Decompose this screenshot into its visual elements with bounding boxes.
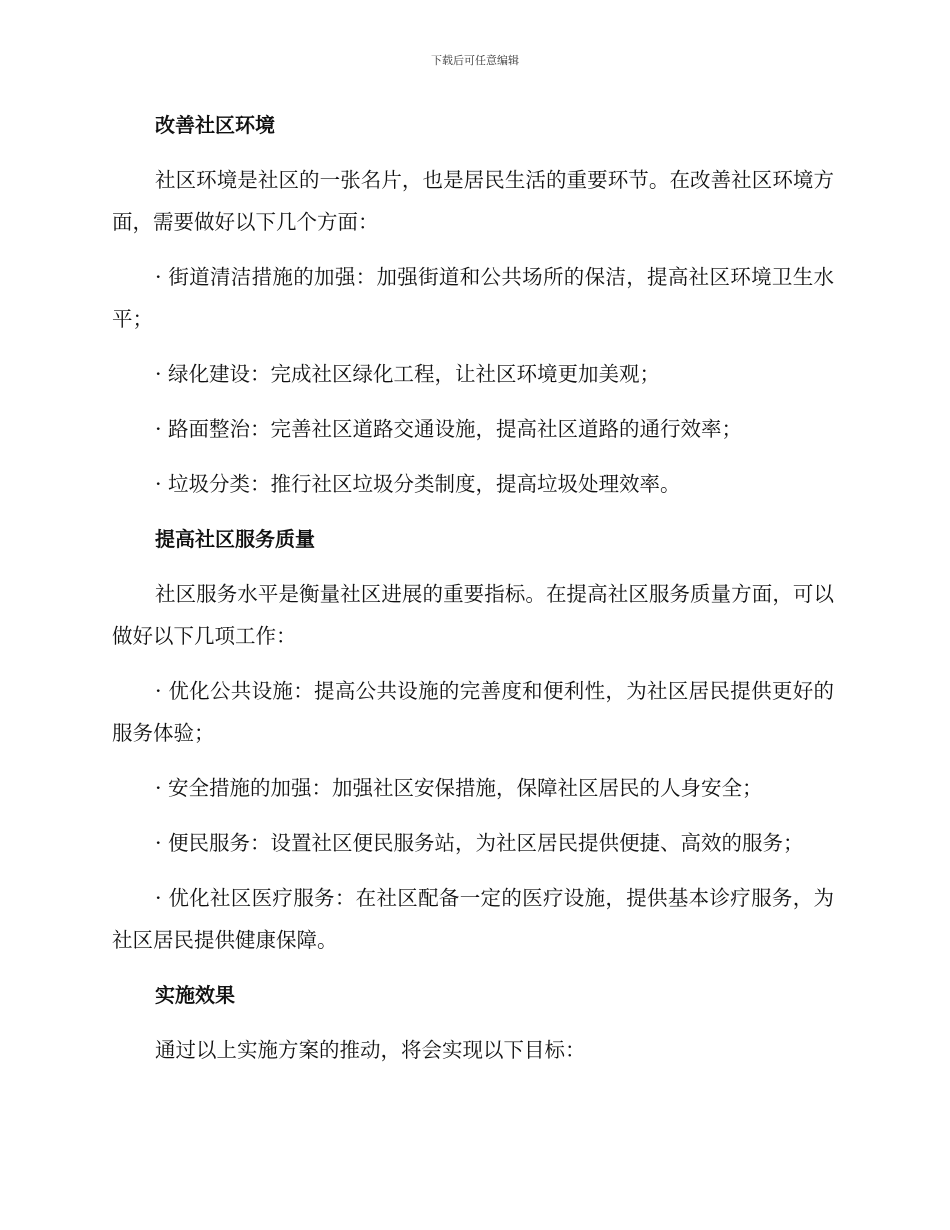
section-intro-results: 通过以上实施方案的推动，将会实现以下目标：	[155, 1038, 586, 1062]
list-item: · 便民服务：设置社区便民服务站，为社区居民提供便捷、高效的服务；	[155, 831, 804, 855]
section-heading-environment: 改善社区环境	[155, 113, 275, 137]
list-item: · 垃圾分类：推行社区垃圾分类制度，提高垃圾处理效率。	[155, 472, 681, 496]
list-item: · 路面整治：完善社区道路交通设施，提高社区道路的通行效率；	[155, 417, 743, 441]
list-item: · 绿化建设：完成社区绿化工程，让社区环境更加美观；	[155, 362, 661, 386]
section-heading-service: 提高社区服务质量	[155, 527, 315, 551]
section-intro-service: 社区服务水平是衡量社区进展的重要指标。在提高社区服务质量方面，可以做好以下几项工作：	[112, 582, 834, 648]
section-heading-results: 实施效果	[155, 983, 235, 1007]
list-item: · 优化公共设施：提高公共设施的完善度和便利性，为社区居民提供更好的服务体验；	[112, 679, 834, 745]
list-item: · 街道清洁措施的加强：加强街道和公共场所的保洁，提高社区环境卫生水平；	[112, 265, 834, 331]
list-item: · 安全措施的加强：加强社区安保措施，保障社区居民的人身安全；	[155, 776, 763, 800]
document-body	[112, 104, 834, 1084]
page-header: 下载后可任意编辑	[431, 54, 519, 67]
section-intro-environment: 社区环境是社区的一张名片，也是居民生活的重要环节。在改善社区环境方面，需要做好以下几个方面：	[112, 168, 834, 234]
list-item: · 优化社区医疗服务：在社区配备一定的医疗设施，提供基本诊疗服务，为社区居民提供健康保障。	[112, 886, 834, 952]
